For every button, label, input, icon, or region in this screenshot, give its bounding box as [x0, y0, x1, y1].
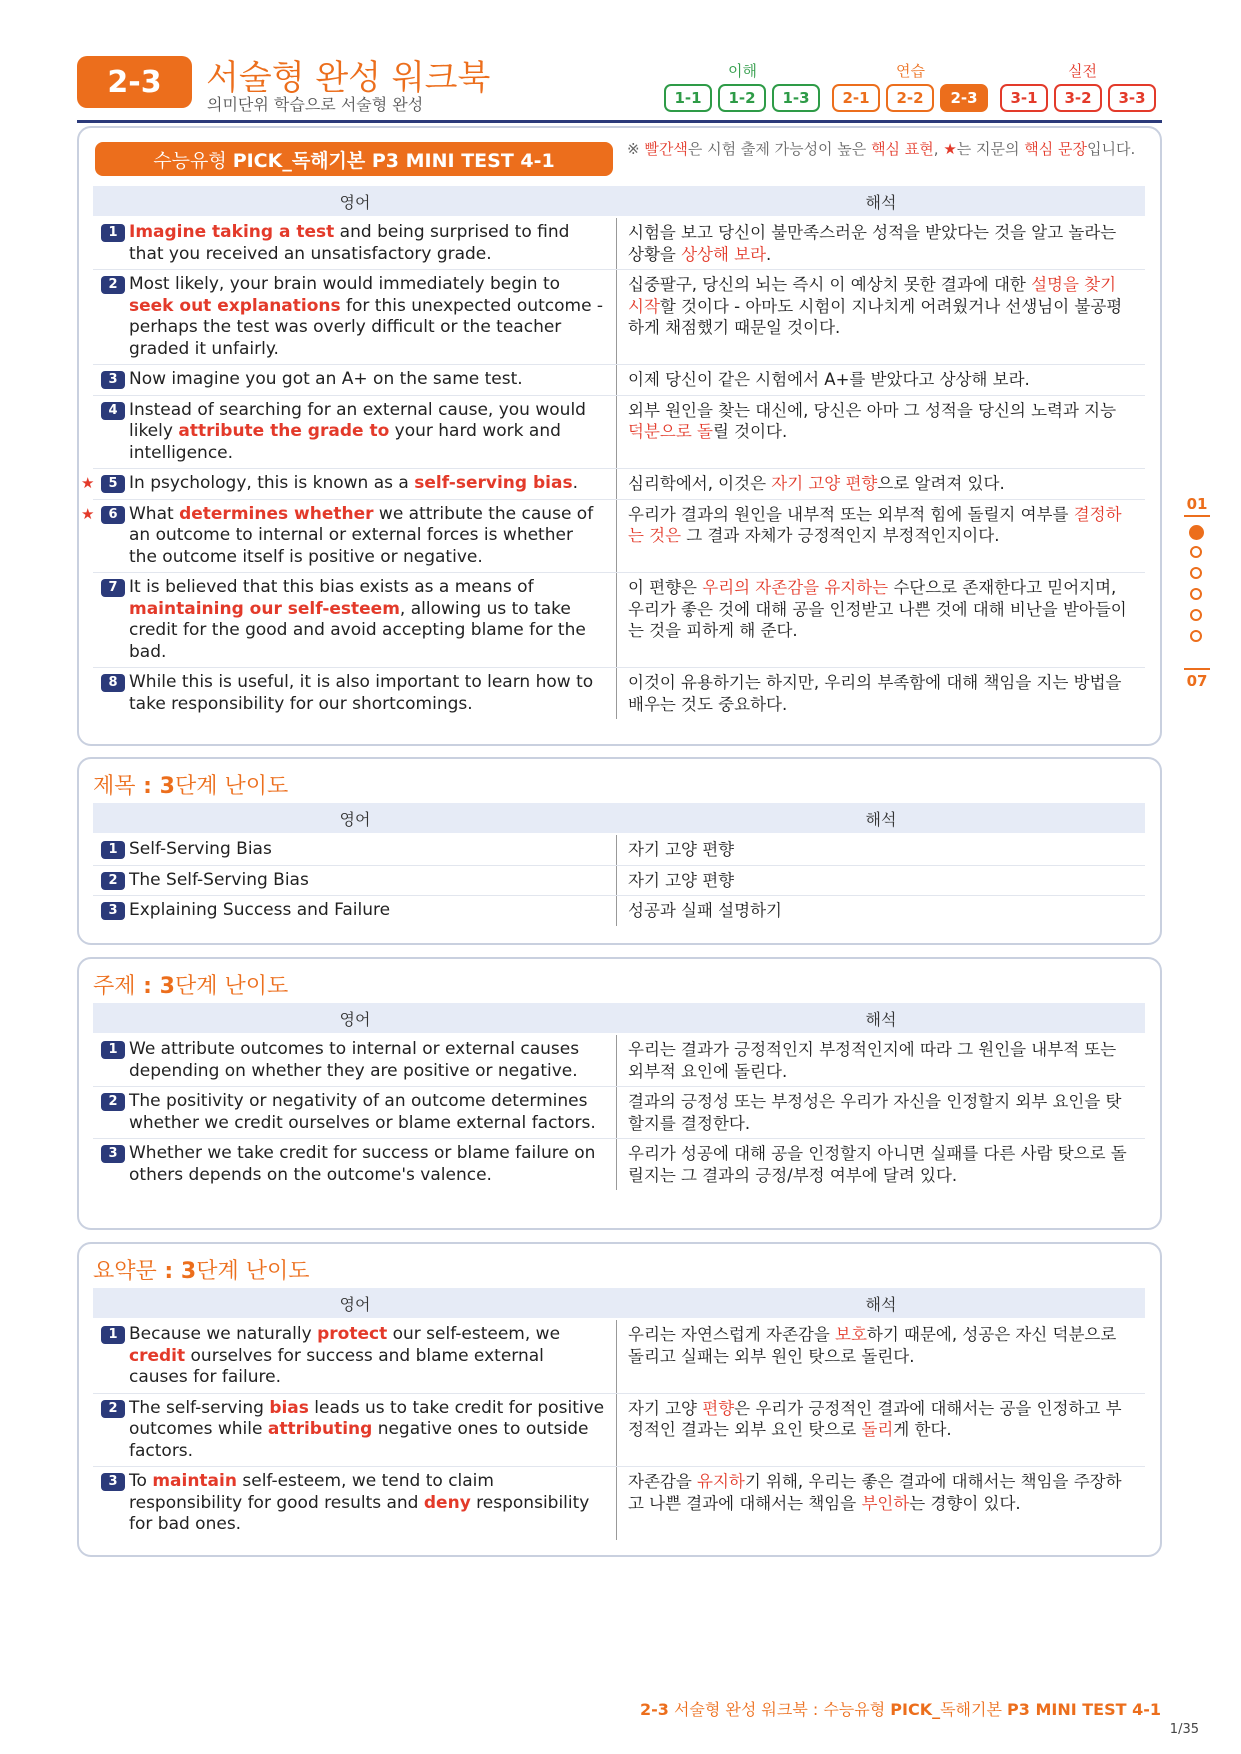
progress-dot[interactable]: [1190, 567, 1202, 579]
plain-text: leads us to take credit for positive outcomes while: [129, 1397, 605, 1439]
english-text: Self-Serving Bias: [129, 839, 272, 859]
plain-text: While this is useful, it is also important to learn how to take responsibility for our shortcomings.: [129, 672, 594, 714]
column-header-korean: 해석: [865, 1009, 897, 1029]
english-text: The positivity or negativity of an outcome determines whether we credit ourselves or blame external factors.: [129, 1091, 596, 1133]
column-header-english: 영어: [339, 809, 371, 829]
table-row: [81, 469, 1145, 500]
table-row: [93, 896, 1145, 926]
english-text: Whether we take credit for success or blame failure on others depends on the outcome's valence.: [129, 1143, 596, 1185]
topic-panel: [77, 957, 1162, 1230]
table-row: [93, 218, 1145, 270]
korean-cell: [617, 896, 1145, 926]
key-sentence-star-icon: ★: [81, 504, 95, 523]
key-expression: 유지하: [697, 1472, 745, 1491]
summary-table-body: [93, 1320, 1145, 1540]
korean-cell: [617, 500, 1145, 573]
plain-text: 외부 원인을 찾는 대신에, 당신은 아마 그 성적을 당신의 노력과 지능: [628, 400, 1117, 420]
plain-text: 심리학에서, 이것은: [628, 474, 772, 493]
pick-banner-main: PICK_독해기본 P3 MINI TEST 4-1: [232, 149, 555, 172]
korean-cell: [617, 1467, 1145, 1540]
english-cell: [93, 668, 617, 719]
plain-text: 시험을 보고 당신이 불만족스러운 성적을 받았다는 것을 알고 놀라는 상황을: [628, 223, 1117, 264]
key-expression: 편향: [702, 1398, 735, 1418]
category-real: 실전: [1068, 62, 1097, 80]
plain-text: The self-serving: [129, 1397, 270, 1418]
column-header-korean: 해석: [865, 1294, 897, 1314]
english-cell: [93, 218, 617, 269]
plain-text: we attribute the cause of an outcome to internal or external forces is whether the outcome itself is positive or negative.: [129, 503, 594, 567]
english-text: The Self-Serving Bias: [129, 869, 309, 890]
key-expression: maintaining our self-esteem: [129, 598, 400, 619]
sentence-number-badge: 1: [101, 841, 125, 859]
progress-dot[interactable]: [1190, 588, 1202, 600]
step-1-1[interactable]: 1-1: [664, 84, 712, 112]
pick-banner-prefix: 수능유형: [153, 149, 227, 172]
english-cell: [81, 500, 617, 573]
korean-text: 우리는 결과가 긍정적인지 부정적인지에 따라 그 원인을 내부적 또는 외부적 요인에 돌린다.: [628, 1040, 1117, 1081]
korean-text: 자기 고양 편향: [628, 840, 735, 859]
plain-text: 자존감을: [628, 1472, 698, 1491]
footer-caption: 2-3 서술형 완성 워크북 : 수능유형 PICK_독해기본 P3 MINI TEST 4-1: [639, 1700, 1161, 1719]
progress-dot[interactable]: [1190, 609, 1202, 621]
korean-text: 결과의 긍정성 또는 부정성은 우리가 자신을 인정할지 외부 요인을 탓할지를 결정한다.: [628, 1092, 1122, 1133]
english-cell: [93, 835, 617, 865]
table-row: [93, 270, 1145, 365]
table-row: [93, 1394, 1145, 1468]
key-expression: 부인하: [861, 1493, 910, 1513]
english-cell: [93, 1035, 617, 1086]
plain-text: 으로 알려져 있다.: [877, 474, 1005, 493]
key-expression: Imagine taking a test: [129, 222, 335, 242]
korean-cell: [617, 1320, 1145, 1393]
plain-text: 은 우리가 긍정적인 결과에 대해서는 공을 인정하고 부정적인 결과는 외부 요인 탓으로: [628, 1398, 1122, 1439]
plain-text: our self-esteem, we: [387, 1324, 561, 1344]
plain-text: self-esteem, we tend to claim responsibility for good results and: [129, 1471, 494, 1513]
plain-text: 할 것이다 - 아마도 시험이 지나치게 어려웠거나 선생님이 불공평하게 채점했기 때문일 것이다.: [628, 296, 1123, 337]
table-row: [93, 835, 1145, 866]
korean-text: 자기 고양 편향: [628, 870, 735, 890]
korean-cell: [617, 1035, 1145, 1086]
plain-text: To: [129, 1471, 153, 1491]
progress-dot[interactable]: [1190, 630, 1202, 642]
pick-table-header: [93, 186, 1145, 216]
plain-text: 는 경향이 있다.: [909, 1493, 1021, 1513]
key-expression: attributing: [267, 1419, 373, 1439]
plain-text: 이 편향은: [628, 578, 703, 597]
plain-text: 이제 당신이 같은 시험에서 A+를 받았다고 상상해 보라.: [628, 370, 1030, 389]
step-3-1[interactable]: 3-1: [1000, 84, 1048, 112]
summary-table-header: [93, 1288, 1145, 1318]
step-3-2[interactable]: 3-2: [1054, 84, 1102, 112]
page-title: 서술형 완성 워크북: [206, 58, 491, 98]
table-row: [81, 500, 1145, 574]
key-expression: 보호: [835, 1325, 867, 1344]
step-1-2[interactable]: 1-2: [718, 84, 766, 112]
plain-text: negative ones to outside factors.: [129, 1419, 589, 1461]
table-row: [93, 866, 1145, 897]
table-row: [93, 1320, 1145, 1394]
sentence-number-badge: 3: [101, 1145, 125, 1163]
sentence-number-badge: 1: [101, 224, 125, 242]
plain-text: and being surprised to find that you received an unsatisfactory grade.: [129, 222, 570, 264]
step-2-2[interactable]: 2-2: [886, 84, 934, 112]
side-nav-end: 07: [1186, 672, 1208, 690]
key-expression: seek out explanations: [129, 295, 341, 316]
korean-cell: [617, 835, 1145, 865]
english-cell: [93, 396, 617, 469]
sentence-number-badge: 3: [101, 371, 125, 389]
plain-text: 기 위해, 우리는 좋은 결과에 대해서는 책임을 주장하고 나쁜 결과에 대해서는 책임을: [628, 1472, 1122, 1513]
pick-banner: [95, 142, 613, 176]
sentence-number-badge: 2: [101, 1093, 125, 1111]
title-section-heading: 제목 : 3단계 난이도: [93, 774, 289, 799]
step-3-3[interactable]: 3-3: [1108, 84, 1156, 112]
korean-cell: [617, 469, 1145, 499]
plain-text: 우리는 자연스럽게 자존감을: [628, 1325, 836, 1344]
key-expression: 결정하는 것은: [628, 504, 1122, 545]
column-header-english: 영어: [339, 192, 371, 212]
sentence-number-badge: 1: [101, 1326, 125, 1344]
plain-text: Now imagine you got an A+ on the same test.: [129, 369, 523, 389]
plain-text: In psychology, this is known as a: [129, 473, 415, 493]
korean-cell: [617, 668, 1145, 719]
category-practice: 연습: [896, 62, 925, 80]
plain-text: 십중팔구, 당신의 뇌는 즉시 이 예상치 못한 결과에 대한: [628, 275, 1032, 294]
pick-table-body: [81, 218, 1145, 719]
english-cell: [93, 866, 617, 896]
sentence-number-badge: 2: [101, 1400, 125, 1418]
side-nav-bottom-line: [1184, 668, 1210, 670]
page-subtitle: 의미단위 학습으로 서술형 완성: [207, 95, 424, 114]
english-cell: [93, 1467, 617, 1540]
table-row: [93, 365, 1145, 396]
key-expression: attribute the grade to: [178, 421, 390, 441]
english-cell: [93, 1394, 617, 1467]
korean-cell: [617, 866, 1145, 896]
english-text: We attribute outcomes to internal or external causes depending on whether they are positive or negative.: [129, 1039, 580, 1081]
plain-text: Most likely, your brain would immediately begin to: [129, 274, 561, 294]
key-expression: 돌리: [861, 1420, 894, 1439]
english-cell: [93, 1087, 617, 1138]
column-header-korean: 해석: [865, 192, 897, 212]
title-table-header: [93, 803, 1145, 833]
key-expression: determines whether: [179, 503, 374, 524]
summary-panel: [77, 1242, 1162, 1557]
sentence-number-badge: 5: [101, 475, 125, 493]
table-row: [93, 1035, 1145, 1087]
key-expression: credit: [129, 1345, 186, 1366]
korean-cell: [617, 1394, 1145, 1467]
key-expression: 우리의 자존감을 유지하는: [702, 578, 889, 597]
sentence-number-badge: 4: [101, 402, 125, 420]
topic-table-body: [93, 1035, 1145, 1190]
key-expression: 상상해 보라: [681, 244, 767, 264]
side-nav-top-line: [1184, 515, 1210, 517]
table-row: [93, 573, 1145, 668]
title-panel: [77, 757, 1162, 945]
korean-cell: [617, 1087, 1145, 1138]
plain-text: Because we naturally: [129, 1324, 318, 1344]
step-1-3[interactable]: 1-3: [772, 84, 820, 112]
table-row: [93, 1139, 1145, 1190]
plain-text: your hard work and intelligence.: [129, 421, 561, 463]
key-expression: deny: [423, 1492, 471, 1513]
plain-text: , allowing us to take credit for the good and avoid accepting blame for the bad.: [129, 598, 586, 662]
column-header-english: 영어: [339, 1294, 371, 1314]
plain-text: It is believed that this bias exists as a means of: [129, 577, 534, 597]
key-expression: 덕분으로 돌: [628, 422, 713, 441]
plain-text: 하기 때문에, 성공은 자신 덕분으로 돌리고 실패는 외부 원인 탓으로 돌린다.: [628, 1325, 1117, 1366]
korean-text: 성공과 실패 설명하기: [628, 901, 782, 920]
step-2-1[interactable]: 2-1: [832, 84, 880, 112]
table-row: [93, 396, 1145, 470]
progress-dot-current[interactable]: [1189, 525, 1204, 540]
key-expression: bias: [269, 1397, 309, 1418]
plain-text: .: [766, 244, 772, 264]
plain-text: .: [572, 473, 578, 493]
header-divider: [77, 120, 1162, 123]
english-cell: [93, 270, 617, 364]
korean-cell: [617, 365, 1145, 395]
korean-cell: [617, 1139, 1145, 1190]
key-expression: protect: [317, 1324, 388, 1344]
plain-text: for this unexpected outcome - perhaps the test was overly difficult or the teacher graded it unfairly.: [129, 295, 604, 359]
english-cell: [93, 1139, 617, 1190]
korean-text: 우리가 성공에 대해 공을 인정할지 아니면 실패를 다른 사람 탓으로 돌릴지는 그 결과의 긍정/부정 여부에 달려 있다.: [628, 1144, 1127, 1185]
key-sentence-star-icon: ★: [81, 474, 95, 492]
topic-section-heading: 주제 : 3단계 난이도: [93, 974, 289, 999]
sentence-number-badge: 2: [101, 276, 125, 294]
table-row: [93, 1087, 1145, 1139]
korean-cell: [617, 396, 1145, 469]
sentence-number-badge: 3: [101, 1473, 125, 1491]
english-cell: [81, 469, 617, 499]
sentence-number-badge: 3: [101, 902, 125, 920]
progress-dot[interactable]: [1190, 546, 1202, 558]
plain-text: 우리가 결과의 원인을 내부적 또는 외부적 힘에 돌릴지 여부를: [628, 504, 1074, 524]
plain-text: What: [129, 503, 180, 524]
pick-panel: [77, 126, 1162, 746]
unit-badge: 2-3: [77, 56, 192, 108]
english-cell: [93, 896, 617, 926]
plain-text: 릴 것이다.: [712, 422, 788, 441]
column-header-english: 영어: [339, 1009, 371, 1029]
sentence-number-badge: 7: [101, 579, 125, 597]
legend-note: ※ 빨간색은 시험 출제 가능성이 높은 핵심 표현, ★는 지문의 핵심 문장입니다.: [627, 140, 1136, 158]
english-cell: [93, 365, 617, 395]
side-nav-start: 01: [1186, 495, 1208, 513]
column-header-korean: 해석: [865, 809, 897, 829]
key-expression: maintain: [152, 1471, 237, 1491]
plain-text: ourselves for success and blame external causes for failure.: [129, 1345, 544, 1387]
plain-text: Instead of searching for an external cause, you would likely: [129, 399, 586, 441]
step-2-3[interactable]: 2-3: [940, 84, 988, 112]
page-number: 1/35: [1169, 1722, 1199, 1737]
key-expression: self-serving bias: [414, 473, 573, 493]
summary-section-heading: 요약문 : 3단계 난이도: [93, 1259, 310, 1284]
english-cell: [93, 1320, 617, 1393]
sentence-number-badge: 8: [101, 674, 125, 692]
sentence-number-badge: 2: [101, 872, 125, 890]
plain-text: 게 한다.: [893, 1420, 952, 1439]
plain-text: 그 결과 자체가 긍정적인지 부정적인지이다.: [681, 526, 1000, 545]
plain-text: 자기 고양: [628, 1398, 703, 1418]
table-row: [93, 668, 1145, 719]
plain-text: responsibility for bad ones.: [129, 1492, 590, 1534]
plain-text: 수단으로 존재한다고 믿어지며, 우리가 좋은 것에 대해 공을 인정받고 나쁜 것에 대해 비난을 받아들이는 것을 피하게 해 준다.: [628, 578, 1127, 640]
korean-cell: [617, 573, 1145, 667]
korean-cell: [617, 270, 1145, 364]
topic-table-header: [93, 1003, 1145, 1033]
table-row: [93, 1467, 1145, 1540]
category-understand: 이해: [728, 62, 757, 80]
english-text: Explaining Success and Failure: [129, 900, 391, 920]
title-table-body: [93, 835, 1145, 926]
sentence-number-badge: 6: [101, 506, 125, 524]
key-expression: 설명을 찾기 시작: [628, 275, 1117, 316]
english-cell: [93, 573, 617, 667]
plain-text: 이것이 유용하기는 하지만, 우리의 부족함에 대해 책임을 지는 방법을 배우는 것도 중요하다.: [628, 673, 1122, 714]
sentence-number-badge: 1: [101, 1041, 125, 1059]
korean-cell: [617, 218, 1145, 269]
key-expression: 자기 고양 편향: [771, 474, 878, 493]
